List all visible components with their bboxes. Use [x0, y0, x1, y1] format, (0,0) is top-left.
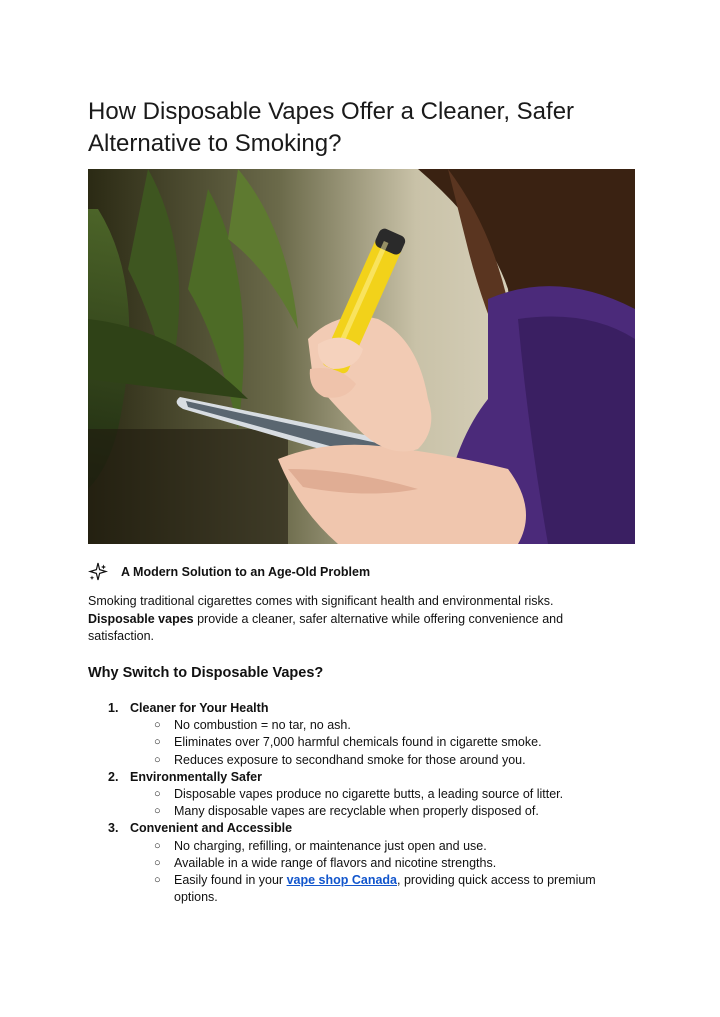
intro-text-2: provide a cleaner, safer alternative while offering convenience and satisfaction. — [88, 611, 564, 643]
bullet-icon: ○ — [154, 736, 161, 749]
vape-shop-canada-link[interactable]: vape shop Canada — [286, 873, 398, 888]
list-item-heading: Convenient and Accessible — [130, 821, 293, 836]
woman-holding-vape-photo-icon — [88, 169, 635, 544]
sparkle-icon — [88, 562, 108, 582]
bullet-icon: ○ — [154, 839, 161, 852]
list-item: ○ No charging, refilling, or maintenance just open and use. — [108, 838, 638, 855]
intro-bold-text: Disposable vapes — [88, 611, 194, 626]
list-item-heading: Environmentally Safer — [130, 769, 262, 784]
list-item: ○ Disposable vapes produce no cigarette butts, a leading source of litter. — [108, 786, 638, 803]
link-prefix-text: Easily found in your — [174, 873, 287, 888]
list-item: ○ No combustion = no tar, no ash. — [108, 717, 638, 734]
page-title: How Disposable Vapes Offer a Cleaner, Safer Alternative to Smoking? — [88, 98, 575, 157]
list-item: ○ Many disposable vapes are recyclable when properly disposed of. — [108, 803, 638, 820]
list-item: ○ Available in a wide range of flavors and nicotine strengths. — [108, 855, 638, 872]
list-number: 1. — [108, 701, 119, 715]
section-heading — [88, 561, 370, 583]
benefits-list — [108, 700, 638, 906]
hero-photo — [88, 169, 635, 544]
bullet-icon: ○ — [154, 805, 161, 818]
bullet-icon: ○ — [154, 753, 161, 766]
link-suffix-text: , providing quick access to premium options. — [174, 873, 596, 905]
intro-paragraph — [88, 593, 608, 646]
list-number: 3. — [108, 821, 119, 836]
intro-text-1: Smoking traditional cigarettes comes with significant health and environmental risks. — [88, 594, 554, 608]
list-item: ○ Eliminates over 7,000 harmful chemicals found in cigarette smoke. — [108, 734, 638, 751]
list-item-title — [108, 700, 638, 717]
bullet-icon: ○ — [154, 719, 161, 732]
list-number: 2. — [108, 769, 119, 784]
list-item-title — [108, 820, 638, 837]
bullet-icon: ○ — [154, 788, 161, 801]
bullet-icon: ○ — [154, 856, 161, 869]
list-item-heading: Cleaner for Your Health — [130, 701, 269, 715]
subheading: Why Switch to Disposable Vapes? — [88, 665, 324, 681]
list-item-title — [108, 769, 638, 786]
bullet-icon: ○ — [154, 874, 161, 887]
list-item — [108, 872, 638, 906]
list-item: ○ Reduces exposure to secondhand smoke for those around you. — [108, 752, 638, 769]
section-heading-text: A Modern Solution to an Age-Old Problem — [121, 565, 371, 579]
